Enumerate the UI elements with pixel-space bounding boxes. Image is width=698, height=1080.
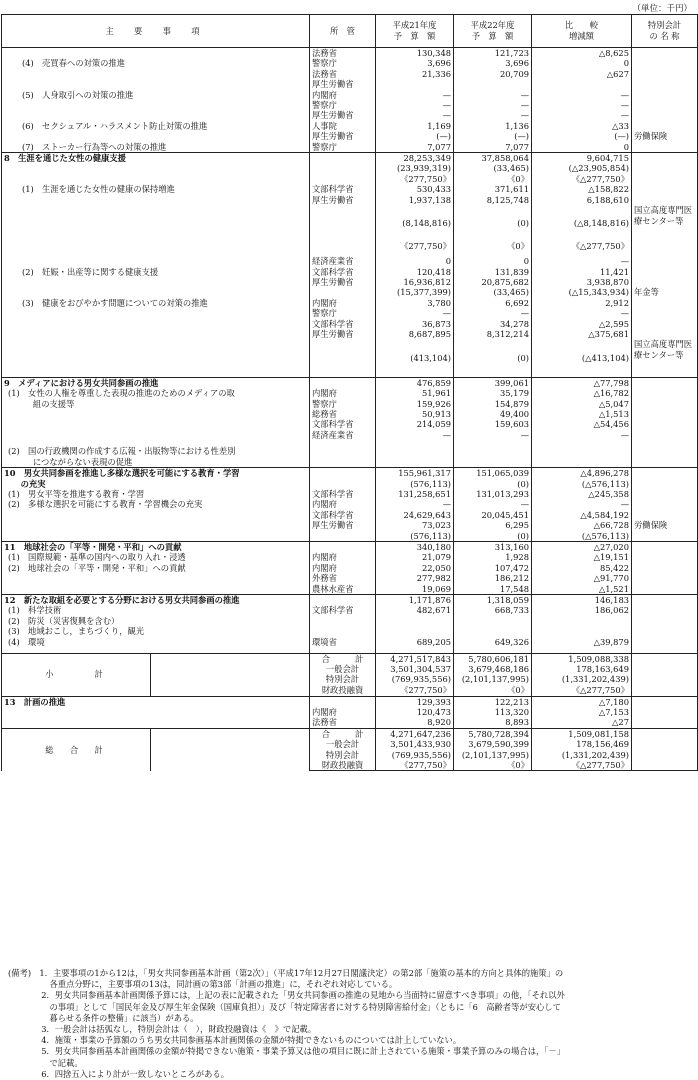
table-row: の充実 (576,113) (0) (△576,113) [2, 479, 698, 489]
subtotal-row: 財政投融資 《277,750》 《0》 《△277,750》 [2, 685, 698, 696]
table-row: (2) 多様な選択を可能にする教育・学習機会の充実 内閣府 — — — [2, 499, 698, 509]
col-header-h22: 平成22年度 予 算 額 [454, 15, 532, 48]
subtotal-row: 一般会計 3,501,304,537 3,679,468,186 178,163,649 [2, 664, 698, 674]
table-row: (23,939,319) (33,465) (△23,905,854) [2, 163, 698, 173]
table-row: 経済産業省 0 0 — [2, 256, 698, 266]
table-row: (576,113) (0) (△576,113) [2, 531, 698, 542]
total-row: 特別会計 (769,935,556) (2,101,137,995) (1,331,202,439) [2, 750, 698, 760]
table-row: 組の支援等 警察庁 159,926 154,879 △5,047 [2, 399, 698, 409]
remark-line: の事項」として「国民年金及び厚生年金保険（国庫負担）」及び「特定障害者に対する特別障害給付金」（ともに「6 高齢者等が安心して [8, 1001, 561, 1012]
remark-line: 3．一般会計は括弧なし，特別会計は（ ），財政投融資は《 》で記載。 [8, 1024, 317, 1035]
col-header-h21: 平成21年度 予 算 額 [376, 15, 454, 48]
table-row: 10 男女共同参画を推進し多様な選択を可能にする教育・学習 155,961,317 151,065,039 △4,896,278 [2, 468, 698, 479]
section-title: 13 計画の推進 [2, 696, 310, 707]
remark-line: 4．施策・事業の予算額のうち男女共同参画基本計画関係の金額が特掲できないものについては計上していない。 [8, 1035, 462, 1046]
table-row: (413,104) (0) (△413,104) 国立高度専門医療センター等 [2, 339, 698, 377]
table-row: 8 生涯を通じた女性の健康支援 28,253,349 37,858,064 9,604,715 [2, 153, 698, 164]
table-row: (4) 環境 環境省 689,205 649,326 △39,879 [2, 637, 698, 647]
table-row: (4) 売買春への対策の推進 警察庁 3,696 3,696 0 [2, 58, 698, 68]
remark-line: 5．男女共同参画基本計画関係の金額が特掲できない施策・事業予算又は他の項目に既に計上されている施策・事業予算のみの場合は，「－」 [8, 1046, 566, 1057]
table-row: (1) 科学技術 文部科学省 482,671 668,733 186,062 [2, 605, 698, 615]
table-row: 警察庁 — — — [2, 308, 698, 318]
remark-line: 6．四捨五入により計が一致しないところがある。 [8, 1068, 229, 1079]
table-row: 文部科学省 24,629,643 20,045,451 △4,584,192 [2, 510, 698, 520]
section-title: 12 新たな取組を必要とする分野における男女共同参画の推進 [2, 594, 310, 605]
col-header-account: 特別会計 の 名 称 [632, 15, 698, 48]
table-row: (2) 妊娠・出産等に関する健康支援 文部科学省 120,418 131,839 11,421 [2, 267, 698, 277]
section-title: 11 地球社会の「平等・開発・平和」への貢献 [2, 541, 310, 552]
table-row: 文部科学省 214,059 159,603 △54,456 [2, 419, 698, 429]
col-header-dept: 所 管 [310, 15, 376, 48]
table-row: 総務省 50,913 49,400 △1,513 [2, 409, 698, 419]
table-row: 文部科学省 36,873 34,278 △2,595 [2, 319, 698, 329]
table-row: 外務省 277,982 186,212 △91,770 [2, 573, 698, 583]
table-row: (7) ストーカー行為等への対策の推進 警察庁 7,077 7,077 0 [2, 142, 698, 153]
table-row: (1) 生涯を通じた女性の健康の保持増進 文部科学省 530,433 371,611 △158,822 [2, 184, 698, 194]
subtotal-label: 小 計 [45, 669, 107, 680]
table-row: につながらない表現の促進 [2, 457, 698, 468]
table-row: 法務省 8,920 8,893 △27 [2, 717, 698, 728]
unit-note: （単位：千円） [632, 4, 692, 14]
table-row: 厚生労働省 [2, 79, 698, 89]
table-row: 厚生労働省 16,936,812 20,875,682 3,938,870 [2, 277, 698, 287]
total-row: 一般会計 3,501,433,930 3,679,590,399 178,156,469 [2, 739, 698, 749]
table-row: 12 新たな取組を必要とする分野における男女共同参画の推進 1,171,876 1,318,059 146,183 [2, 594, 698, 605]
table-row: (2) 防災（災害復興を含む） [2, 616, 698, 626]
table-row: (1) 国際規範・基準の国内への取り入れ・浸透 内閣府 21,079 1,928 △19,151 [2, 552, 698, 562]
table-row: (1) 男女平等を推進する教育・学習 文部科学省 131,258,651 131,013,293 △245,358 [2, 489, 698, 499]
table-row: 厚生労働省 — — — [2, 110, 698, 120]
table-row: 11 地球社会の「平等・開発・平和」への貢献 340,180 313,160 △27,020 [2, 541, 698, 552]
table-row: 《277,750》 《0》 《△277,750》 [2, 241, 698, 256]
table-row: (15,377,399) (33,465) (△15,343,934) 年金等 [2, 287, 698, 297]
table-row: (3) 健康をおびやかす問題についての対策の推進 内閣府 3,780 6,692 2,912 [2, 298, 698, 308]
table-row: (5) 人身取引への対策の推進 内閣府 — — — [2, 90, 698, 100]
total-label: 総 合 計 [45, 744, 107, 755]
table-row: (3) 地域おこし，まちづくり，観光 [2, 626, 698, 636]
table-row: 厚生労働省 73,023 6,295 △66,728 労働保険 [2, 520, 698, 530]
table-row: 13 計画の推進 129,393 122,213 △7,180 [2, 696, 698, 707]
total-row: 総 合 計 合 計 4,271,647,236 5,780,728,394 1,509,081,158 [2, 728, 698, 739]
budget-table [1, 14, 698, 771]
table-row: 農林水産省 19,069 17,548 △1,521 [2, 584, 698, 595]
total-row: 財政投融資 《277,750》 《0》 《△277,750》 [2, 760, 698, 771]
remark-line: 暮らせる条件の整備」に該当）がある。 [8, 1012, 199, 1023]
table-row: 警察庁 — — — [2, 100, 698, 110]
table-row: 厚生労働省 (—) (—) (—) 労働保険 [2, 131, 698, 141]
section-title: 8 生涯を通じた女性の健康支援 [2, 153, 310, 164]
section-title: 10 男女共同参画を推進し多様な選択を可能にする教育・学習 [2, 468, 310, 479]
table-row: 内閣府 120,473 113,320 △7,153 [2, 707, 698, 717]
col-header-diff: 比 較 増減額 [532, 15, 632, 48]
table-row: 法務省 130,348 121,723 △8,625 [2, 48, 698, 59]
subtotal-row: 小 計 合 計 4,271,517,843 5,780,606,181 1,509,088,338 [2, 653, 698, 664]
table-row: 厚生労働省 1,937,138 8,125,748 6,188,610 [2, 195, 698, 205]
table-row: 《277,750》 《0》 《△277,750》 [2, 174, 698, 184]
table-row: (8,148,816) (0) (△8,148,816) 国立高度専門医療センター等 [2, 205, 698, 241]
table-row: (2) 国の行政機関の作成する広報・出版物等における性差別 [2, 446, 698, 456]
table-header [2, 15, 698, 48]
table-row: (6) セクシュアル・ハラスメント防止対策の推進 人事院 1,169 1,136 △33 [2, 121, 698, 131]
table-row: 9 メディアにおける男女共同参画の推進 476,859 399,061 △77,798 [2, 377, 698, 388]
section-title: 9 メディアにおける男女共同参画の推進 [2, 377, 310, 388]
table-row: 厚生労働省 8,687,895 8,312,214 △375,681 [2, 329, 698, 339]
subtotal-row: 特別会計 (769,935,556) (2,101,137,995) (1,331,202,439) [2, 674, 698, 684]
table-row: 法務省 21,336 20,709 △627 [2, 69, 698, 79]
remark-line: (備考) 1．主要事項の1から12は，「男女共同参画基本計画（第2次）」（平成17年12月27日閣議決定）の第2部「施策の基本的方向と具体的施策」の [8, 968, 564, 978]
table-row: (2) 地球社会の「平等・開発・平和」への貢献 内閣府 22,050 107,472 85,422 [2, 563, 698, 573]
remark-line: 各重点分野に，主要事項の13は，同計画の第3部「計画の推進」に，それぞれ対応している。 [8, 979, 398, 990]
table-row: (1) 女性の人権を尊重した表現の推進のためのメディアの取 内閣府 51,961 35,179 △16,782 [2, 388, 698, 398]
table-row: 経済産業省 — — — [2, 430, 698, 440]
remark-line: 2．男女共同参画基本計画関係予算には，上記の表に記載された「男女共同参画の推進の見地から当面特に留意すべき事項」の他，「それ以外 [8, 990, 565, 1001]
col-header-item: 主 要 事 項 [2, 15, 310, 48]
remarks [8, 968, 692, 1080]
remark-line: で記載。 [8, 1057, 83, 1068]
